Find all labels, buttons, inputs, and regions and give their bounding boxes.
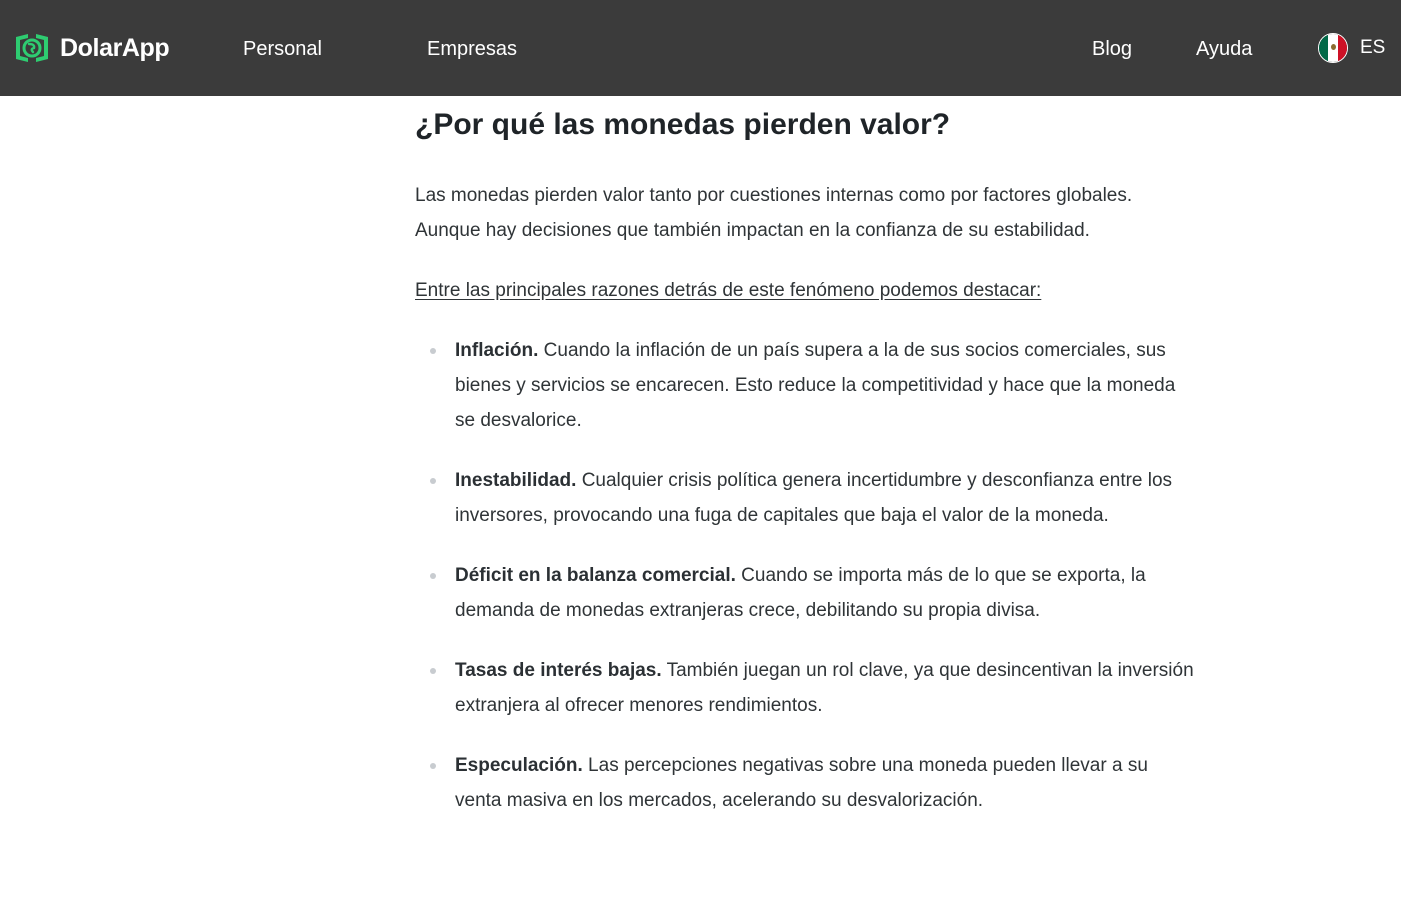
nav-empresas-link[interactable]: Empresas	[427, 38, 518, 60]
mexico-flag-icon	[1318, 33, 1348, 63]
reason-term: Déficit en la balanza comercial.	[455, 565, 736, 586]
reason-text: Las percepciones negativas sobre una moneda pueden llevar a su venta masiva en los mercados, acelerando su desvalorización.	[455, 755, 1148, 811]
list-item	[415, 748, 1195, 818]
dolarapp-logo-link[interactable]	[12, 30, 169, 66]
reasons-list	[415, 333, 1195, 818]
list-item	[415, 558, 1195, 628]
reason-term: Especulación.	[455, 755, 583, 776]
bullet-icon	[430, 478, 436, 484]
language-selector[interactable]	[1318, 33, 1385, 63]
nav-personal-link[interactable]: Personal	[243, 38, 322, 60]
nav-ayuda-link[interactable]: Ayuda	[1196, 38, 1253, 60]
reason-text: Cualquier crisis política genera incertidumbre y desconfianza entre los inversores, provocando una fuga de capitales que baja el valor de la moneda.	[455, 470, 1173, 526]
section-heading: ¿Por qué las monedas pierden valor?	[415, 108, 951, 141]
intro-paragraph: Las monedas pierden valor tanto por cuestiones internas como por factores globales. Aunque hay decisiones que también impactan en la confianza de su estabilidad.	[415, 185, 1133, 241]
reasons-lead-text: Entre las principales razones detrás de este fenómeno podemos destacar:	[415, 280, 1042, 301]
brand-name: DolarApp	[60, 33, 170, 62]
bullet-icon	[430, 668, 436, 674]
reason-term: Tasas de interés bajas.	[455, 660, 662, 681]
list-item	[415, 333, 1195, 438]
bullet-icon	[430, 573, 436, 579]
nav-blog-link[interactable]: Blog	[1092, 38, 1133, 60]
dolarapp-logo-icon	[12, 31, 52, 65]
top-navigation-bar	[0, 0, 1401, 96]
reason-text: Cuando se importa más de lo que se exporta, la demanda de monedas extranjeras crece, debilitando su propia divisa.	[455, 565, 1146, 621]
list-item	[415, 463, 1195, 533]
reason-term: Inflación.	[455, 340, 539, 361]
language-code: ES	[1360, 37, 1386, 58]
bullet-icon	[430, 348, 436, 354]
list-item	[415, 653, 1195, 723]
article-content	[415, 106, 1195, 843]
reason-term: Inestabilidad.	[455, 470, 577, 491]
bullet-icon	[430, 763, 436, 769]
reason-text: Cuando la inflación de un país supera a la de sus socios comerciales, sus bienes y servicios se encarecen. Esto reduce la competitividad y hace que la moneda se desvalorice.	[455, 340, 1176, 431]
reason-text: También juegan un rol clave, ya que desincentivan la inversión extranjera al ofrecer menores rendimientos.	[455, 660, 1194, 716]
